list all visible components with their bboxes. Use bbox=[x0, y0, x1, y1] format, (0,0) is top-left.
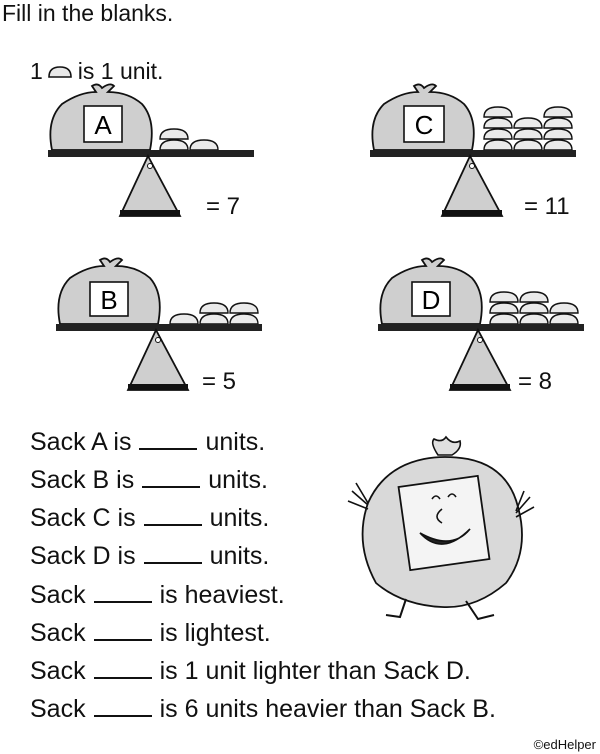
bean-pile-b bbox=[170, 303, 258, 324]
bean-icon bbox=[490, 314, 518, 324]
answer-blank[interactable] bbox=[142, 485, 200, 488]
bean-pile-d bbox=[490, 292, 578, 324]
answer-blank[interactable] bbox=[94, 714, 152, 717]
sack-a bbox=[50, 84, 151, 150]
equation-c: = 11 bbox=[524, 193, 570, 220]
answer-blank[interactable] bbox=[94, 600, 152, 603]
answer-blank[interactable] bbox=[94, 638, 152, 641]
sack-d-label: D bbox=[421, 285, 441, 315]
question-text-before: Sack B is bbox=[30, 466, 135, 494]
question-text-before: Sack A is bbox=[30, 428, 132, 456]
bean-pile-c bbox=[484, 107, 572, 150]
bean-icon bbox=[544, 129, 572, 139]
answer-blank[interactable] bbox=[94, 676, 152, 679]
question-row bbox=[30, 428, 265, 457]
sack-c-label: C bbox=[414, 110, 434, 140]
bean-icon bbox=[544, 140, 572, 150]
answer-blank[interactable] bbox=[144, 523, 202, 526]
bean-icon bbox=[520, 292, 548, 302]
question-text-after: is lightest. bbox=[159, 619, 271, 647]
worksheet-title: Fill in the blanks. bbox=[2, 0, 174, 26]
sack-a-label: A bbox=[94, 110, 112, 140]
equation-b: = 5 bbox=[202, 368, 237, 395]
bean-icon bbox=[544, 107, 572, 117]
question-text-before: Sack bbox=[30, 657, 86, 685]
bean-icon bbox=[514, 129, 542, 139]
copyright-credit: ©edHelper bbox=[533, 737, 596, 752]
question-row bbox=[30, 695, 496, 724]
bean-icon bbox=[484, 118, 512, 128]
bean-pile-a bbox=[160, 129, 218, 150]
bean-icon bbox=[160, 140, 188, 150]
question-text-before: Sack bbox=[30, 619, 86, 647]
smiling-sack-mascot bbox=[346, 433, 536, 623]
question-text-after: is 6 units heavier than Sack B. bbox=[159, 695, 496, 723]
sack-b bbox=[58, 258, 159, 324]
question-row bbox=[30, 466, 268, 495]
question-text-before: Sack bbox=[30, 695, 86, 723]
question-text-after: is 1 unit lighter than Sack D. bbox=[159, 657, 471, 685]
question-row bbox=[30, 581, 285, 610]
bean-icon bbox=[520, 303, 548, 313]
bean-icon bbox=[544, 118, 572, 128]
bean-icon bbox=[200, 303, 228, 313]
question-text-after: units. bbox=[209, 504, 270, 532]
question-row bbox=[30, 657, 471, 686]
bean-icon bbox=[490, 303, 518, 313]
bean-icon bbox=[550, 303, 578, 313]
bean-icon bbox=[484, 129, 512, 139]
bean-icon bbox=[514, 118, 542, 128]
sack-d bbox=[380, 258, 481, 324]
bean-icon bbox=[514, 140, 542, 150]
bean-unit-icon bbox=[47, 65, 73, 79]
sack-c bbox=[372, 84, 473, 150]
bean-icon bbox=[160, 129, 188, 139]
equation-d: = 8 bbox=[518, 368, 553, 395]
bean-icon bbox=[484, 140, 512, 150]
bean-icon bbox=[520, 314, 548, 324]
question-text-after: units. bbox=[205, 428, 266, 456]
bean-icon bbox=[190, 140, 218, 150]
question-row bbox=[30, 542, 269, 571]
question-text-before: Sack D is bbox=[30, 542, 136, 570]
question-row bbox=[30, 504, 269, 533]
question-row bbox=[30, 619, 271, 648]
question-text-after: units. bbox=[208, 466, 268, 494]
answer-blank[interactable] bbox=[144, 561, 202, 564]
bean-icon bbox=[550, 314, 578, 324]
question-text-before: Sack bbox=[30, 581, 86, 609]
sack-b-label: B bbox=[100, 285, 118, 315]
question-text-after: is heaviest. bbox=[159, 581, 285, 609]
bean-icon bbox=[200, 314, 228, 324]
bean-icon bbox=[230, 314, 258, 324]
bean-icon bbox=[484, 107, 512, 117]
question-text-after: units. bbox=[209, 542, 270, 570]
answer-blank[interactable] bbox=[139, 447, 197, 450]
bean-icon bbox=[230, 303, 258, 313]
bean-icon bbox=[490, 292, 518, 302]
equation-a: = 7 bbox=[206, 193, 241, 220]
balance-scale-d bbox=[374, 254, 589, 399]
unit-count: 1 bbox=[30, 58, 43, 84]
bean-icon bbox=[170, 314, 198, 324]
question-text-before: Sack C is bbox=[30, 504, 136, 532]
unit-definition-text: is 1 unit. bbox=[77, 58, 164, 84]
